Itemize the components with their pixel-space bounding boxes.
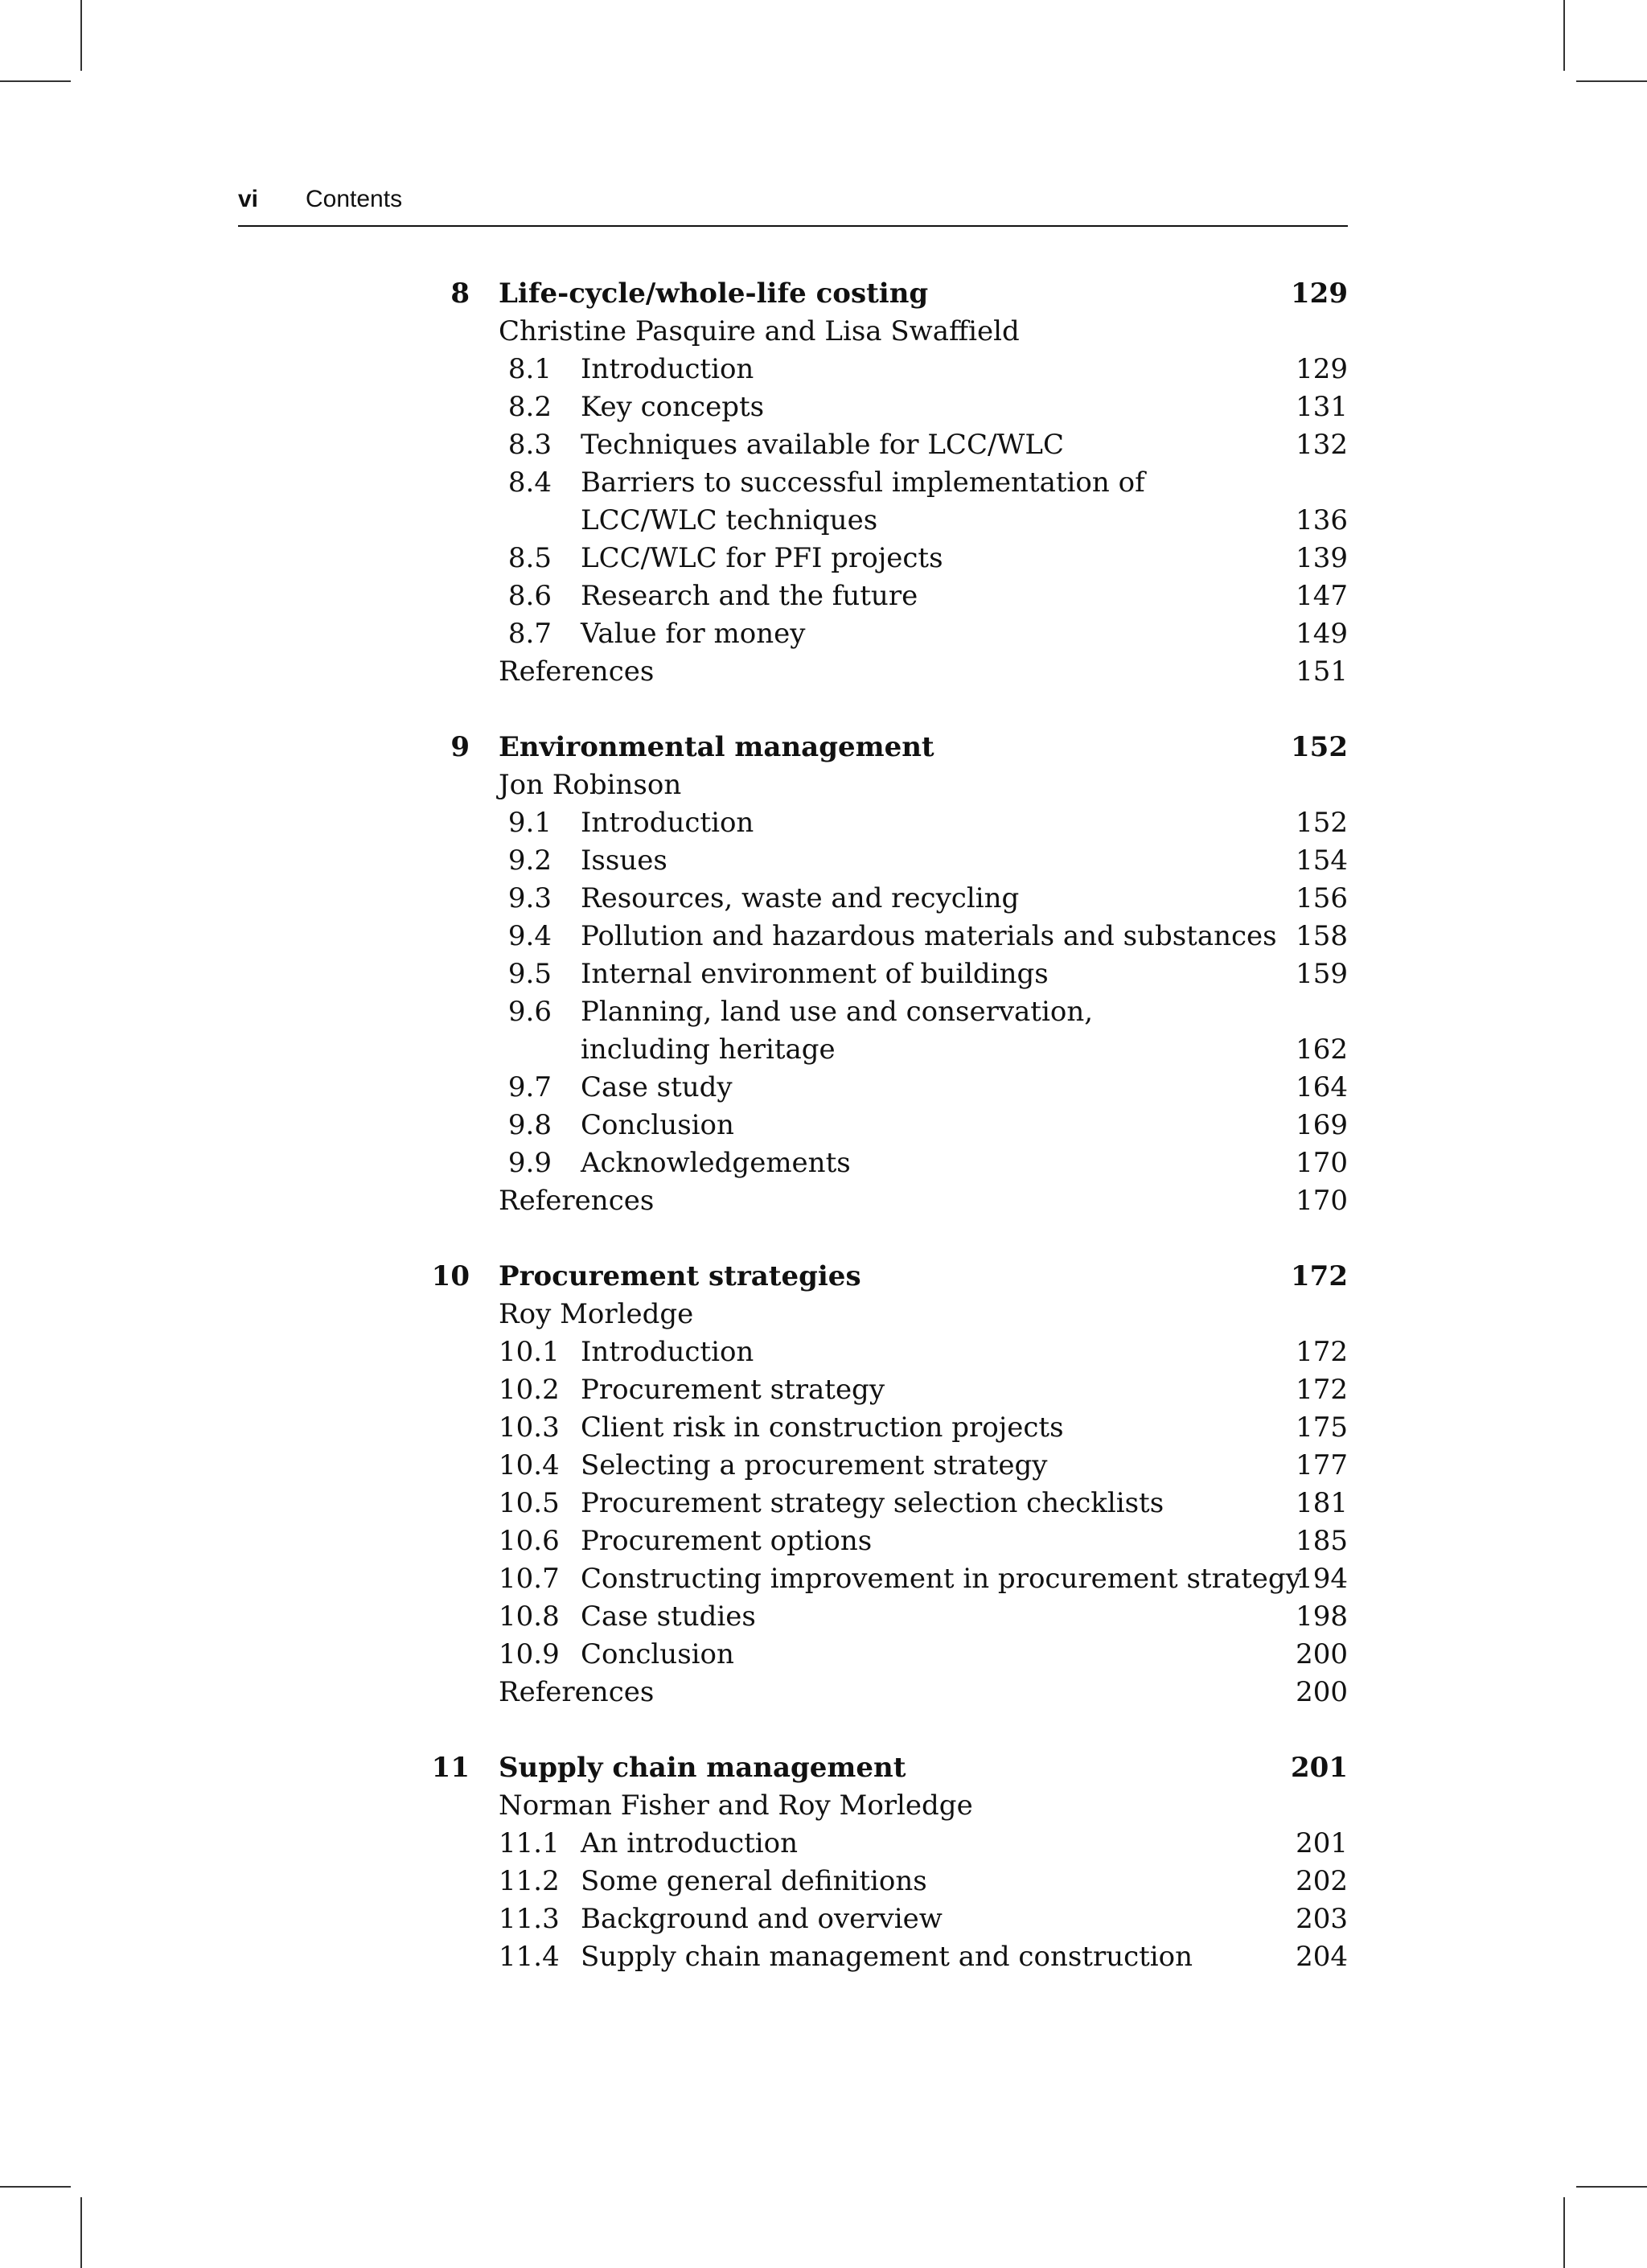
section-page: 136	[1296, 504, 1348, 536]
section-entry	[0, 880, 1647, 918]
section-number: 10.4	[499, 1449, 560, 1481]
section-entry	[0, 577, 1647, 615]
section-entry	[0, 1636, 1647, 1674]
section-title: Selecting a procurement strategy	[581, 1449, 1048, 1481]
chapter-title: Environmental management	[499, 731, 934, 763]
chapter-author: Roy Morledge	[499, 1298, 694, 1330]
references-entry	[0, 653, 1647, 691]
section-page: 131	[1296, 391, 1348, 423]
section-number: 10.5	[499, 1487, 560, 1519]
section-page: 181	[1296, 1487, 1348, 1519]
section-number: 8.4	[507, 466, 552, 499]
chapter-number: 10	[431, 1260, 470, 1292]
section-title: Some general definitions	[581, 1865, 927, 1897]
chapter-entry	[0, 275, 1647, 691]
section-number: 10.1	[499, 1336, 560, 1368]
section-page: 201	[1296, 1827, 1348, 1859]
section-entry	[0, 1409, 1647, 1447]
references-page: 151	[1296, 655, 1348, 688]
section-entry	[0, 388, 1647, 426]
section-title: Barriers to successful implementation of	[581, 466, 1145, 499]
section-title: Procurement options	[581, 1525, 873, 1557]
section-entry	[0, 1598, 1647, 1636]
section-entry	[0, 1560, 1647, 1598]
section-page: 185	[1296, 1525, 1348, 1557]
section-title: Supply chain management and construction	[581, 1941, 1193, 1973]
section-page: 164	[1296, 1071, 1348, 1103]
chapter-page: 152	[1291, 731, 1348, 763]
chapter-author-line	[0, 766, 1647, 804]
section-page: 198	[1296, 1600, 1348, 1633]
section-title: Research and the future	[581, 580, 918, 612]
section-title: Issues	[581, 844, 667, 877]
running-head	[238, 182, 1348, 217]
section-entry	[0, 918, 1647, 955]
section-entry	[0, 502, 1647, 540]
section-number: 9.3	[507, 882, 552, 914]
section-entry	[0, 1825, 1647, 1863]
section-entry	[0, 804, 1647, 842]
section-title: Case studies	[581, 1600, 756, 1633]
section-entry	[0, 842, 1647, 880]
section-page: 158	[1296, 920, 1348, 952]
section-title: Constructing improvement in procurement strategy	[581, 1563, 1301, 1595]
section-page: 159	[1296, 958, 1348, 990]
section-page: 172	[1296, 1336, 1348, 1368]
section-title: Value for money	[581, 618, 806, 650]
section-number: 11.3	[499, 1903, 560, 1935]
chapter-author-line	[0, 1787, 1647, 1825]
page-folio: vi	[238, 186, 259, 212]
section-number: 10.8	[499, 1600, 560, 1633]
section-number: 8.2	[507, 391, 552, 423]
section-title: Introduction	[581, 807, 754, 839]
section-entry	[0, 1069, 1647, 1107]
table-of-contents	[0, 275, 1647, 2014]
section-entry	[0, 540, 1647, 577]
chapter-number: 8	[450, 277, 470, 310]
references-entry	[0, 1674, 1647, 1711]
section-number: 10.9	[499, 1638, 560, 1670]
section-entry	[0, 1107, 1647, 1144]
chapter-page: 201	[1291, 1752, 1348, 1784]
section-title: Key concepts	[581, 391, 765, 423]
section-page: 129	[1296, 353, 1348, 385]
section-title: Planning, land use and conservation,	[581, 996, 1094, 1028]
section-entry	[0, 1485, 1647, 1522]
section-page: 152	[1296, 807, 1348, 839]
section-title: LCC/WLC for PFI projects	[581, 542, 943, 574]
section-number: 10.6	[499, 1525, 560, 1557]
section-page: 156	[1296, 882, 1348, 914]
section-number: 11.4	[499, 1941, 560, 1973]
chapter-number: 11	[431, 1752, 470, 1784]
section-number: 8.6	[507, 580, 552, 612]
crop-mark	[1563, 2197, 1565, 2268]
section-page: 194	[1296, 1563, 1348, 1595]
section-title: Case study	[581, 1071, 733, 1103]
section-page: 203	[1296, 1903, 1348, 1935]
section-number: 10.2	[499, 1374, 560, 1406]
crop-mark	[0, 2186, 71, 2188]
section-entry	[0, 1144, 1647, 1182]
section-title: Pollution and hazardous materials and substances	[581, 920, 1277, 952]
section-number: 9.9	[507, 1147, 552, 1179]
section-page: 132	[1296, 429, 1348, 461]
section-entry	[0, 993, 1647, 1031]
crop-mark	[1576, 2186, 1647, 2188]
section-page: 170	[1296, 1147, 1348, 1179]
chapter-page: 172	[1291, 1260, 1348, 1292]
chapter-page: 129	[1291, 277, 1348, 310]
section-entry	[0, 1371, 1647, 1409]
chapter-title: Supply chain management	[499, 1752, 906, 1784]
section-page: 200	[1296, 1638, 1348, 1670]
section-page: 169	[1296, 1109, 1348, 1141]
section-page: 149	[1296, 618, 1348, 650]
references-label: References	[499, 1676, 655, 1708]
chapter-entry	[0, 1749, 1647, 1976]
references-entry	[0, 1182, 1647, 1220]
chapter-entry	[0, 729, 1647, 1220]
section-title: Conclusion	[581, 1638, 734, 1670]
section-title: Procurement strategy selection checklists	[581, 1487, 1164, 1519]
section-page: 175	[1296, 1411, 1348, 1444]
section-title: An introduction	[581, 1827, 799, 1859]
section-page: 139	[1296, 542, 1348, 574]
section-entry	[0, 351, 1647, 388]
section-page: 204	[1296, 1941, 1348, 1973]
section-page: 162	[1296, 1033, 1348, 1066]
chapter-heading	[0, 1258, 1647, 1296]
section-entry	[0, 615, 1647, 653]
references-page: 170	[1296, 1185, 1348, 1217]
chapter-title: Life-cycle/whole-life costing	[499, 277, 929, 310]
crop-mark	[80, 2197, 82, 2268]
section-number: 8.3	[507, 429, 552, 461]
section-title: Internal environment of buildings	[581, 958, 1049, 990]
header-rule	[238, 225, 1348, 227]
section-entry	[0, 1900, 1647, 1938]
section-page: 172	[1296, 1374, 1348, 1406]
section-entry	[0, 1938, 1647, 1976]
section-number: 8.5	[507, 542, 552, 574]
section-number: 9.5	[507, 958, 552, 990]
section-entry	[0, 464, 1647, 502]
references-page: 200	[1296, 1676, 1348, 1708]
crop-mark	[80, 0, 82, 71]
section-entry	[0, 1447, 1647, 1485]
section-entry	[0, 955, 1647, 993]
section-number: 9.2	[507, 844, 552, 877]
section-number: 10.7	[499, 1563, 560, 1595]
section-title: Techniques available for LCC/WLC	[581, 429, 1064, 461]
references-label: References	[499, 1185, 655, 1217]
section-title: Introduction	[581, 1336, 754, 1368]
chapter-entry	[0, 1258, 1647, 1711]
section-number: 8.1	[507, 353, 552, 385]
section-number: 11.2	[499, 1865, 560, 1897]
section-title: Background and overview	[581, 1903, 943, 1935]
references-label: References	[499, 655, 655, 688]
section-number: 11.1	[499, 1827, 560, 1859]
chapter-author: Jon Robinson	[499, 769, 682, 801]
section-entry	[0, 1031, 1647, 1069]
section-title: Procurement strategy	[581, 1374, 885, 1406]
chapter-number: 9	[450, 731, 470, 763]
section-entry	[0, 426, 1647, 464]
section-entry	[0, 1522, 1647, 1560]
section-entry	[0, 1863, 1647, 1900]
chapter-heading	[0, 275, 1647, 313]
chapter-author: Norman Fisher and Roy Morledge	[499, 1789, 973, 1822]
section-page: 154	[1296, 844, 1348, 877]
section-number: 9.7	[507, 1071, 552, 1103]
section-page: 147	[1296, 580, 1348, 612]
chapter-heading	[0, 1749, 1647, 1787]
section-title: LCC/WLC techniques	[581, 504, 878, 536]
chapter-title: Procurement strategies	[499, 1260, 861, 1292]
section-title: Resources, waste and recycling	[581, 882, 1020, 914]
chapter-author: Christine Pasquire and Lisa Swaffield	[499, 315, 1020, 347]
section-title: Acknowledgements	[581, 1147, 851, 1179]
crop-mark	[1576, 80, 1647, 82]
crop-mark	[0, 80, 71, 82]
section-entry	[0, 1333, 1647, 1371]
chapter-author-line	[0, 1296, 1647, 1333]
section-number: 9.4	[507, 920, 552, 952]
section-number: 9.6	[507, 996, 552, 1028]
section-title: including heritage	[581, 1033, 836, 1066]
section-page: 177	[1296, 1449, 1348, 1481]
crop-mark	[1563, 0, 1565, 71]
section-title: Client risk in construction projects	[581, 1411, 1064, 1444]
section-title: Conclusion	[581, 1109, 734, 1141]
section-number: 9.8	[507, 1109, 552, 1141]
section-title: Introduction	[581, 353, 754, 385]
section-number: 9.1	[507, 807, 552, 839]
running-head-title: Contents	[306, 186, 403, 212]
chapter-author-line	[0, 313, 1647, 351]
chapter-heading	[0, 729, 1647, 766]
section-number: 8.7	[507, 618, 552, 650]
section-number: 10.3	[499, 1411, 560, 1444]
section-page: 202	[1296, 1865, 1348, 1897]
